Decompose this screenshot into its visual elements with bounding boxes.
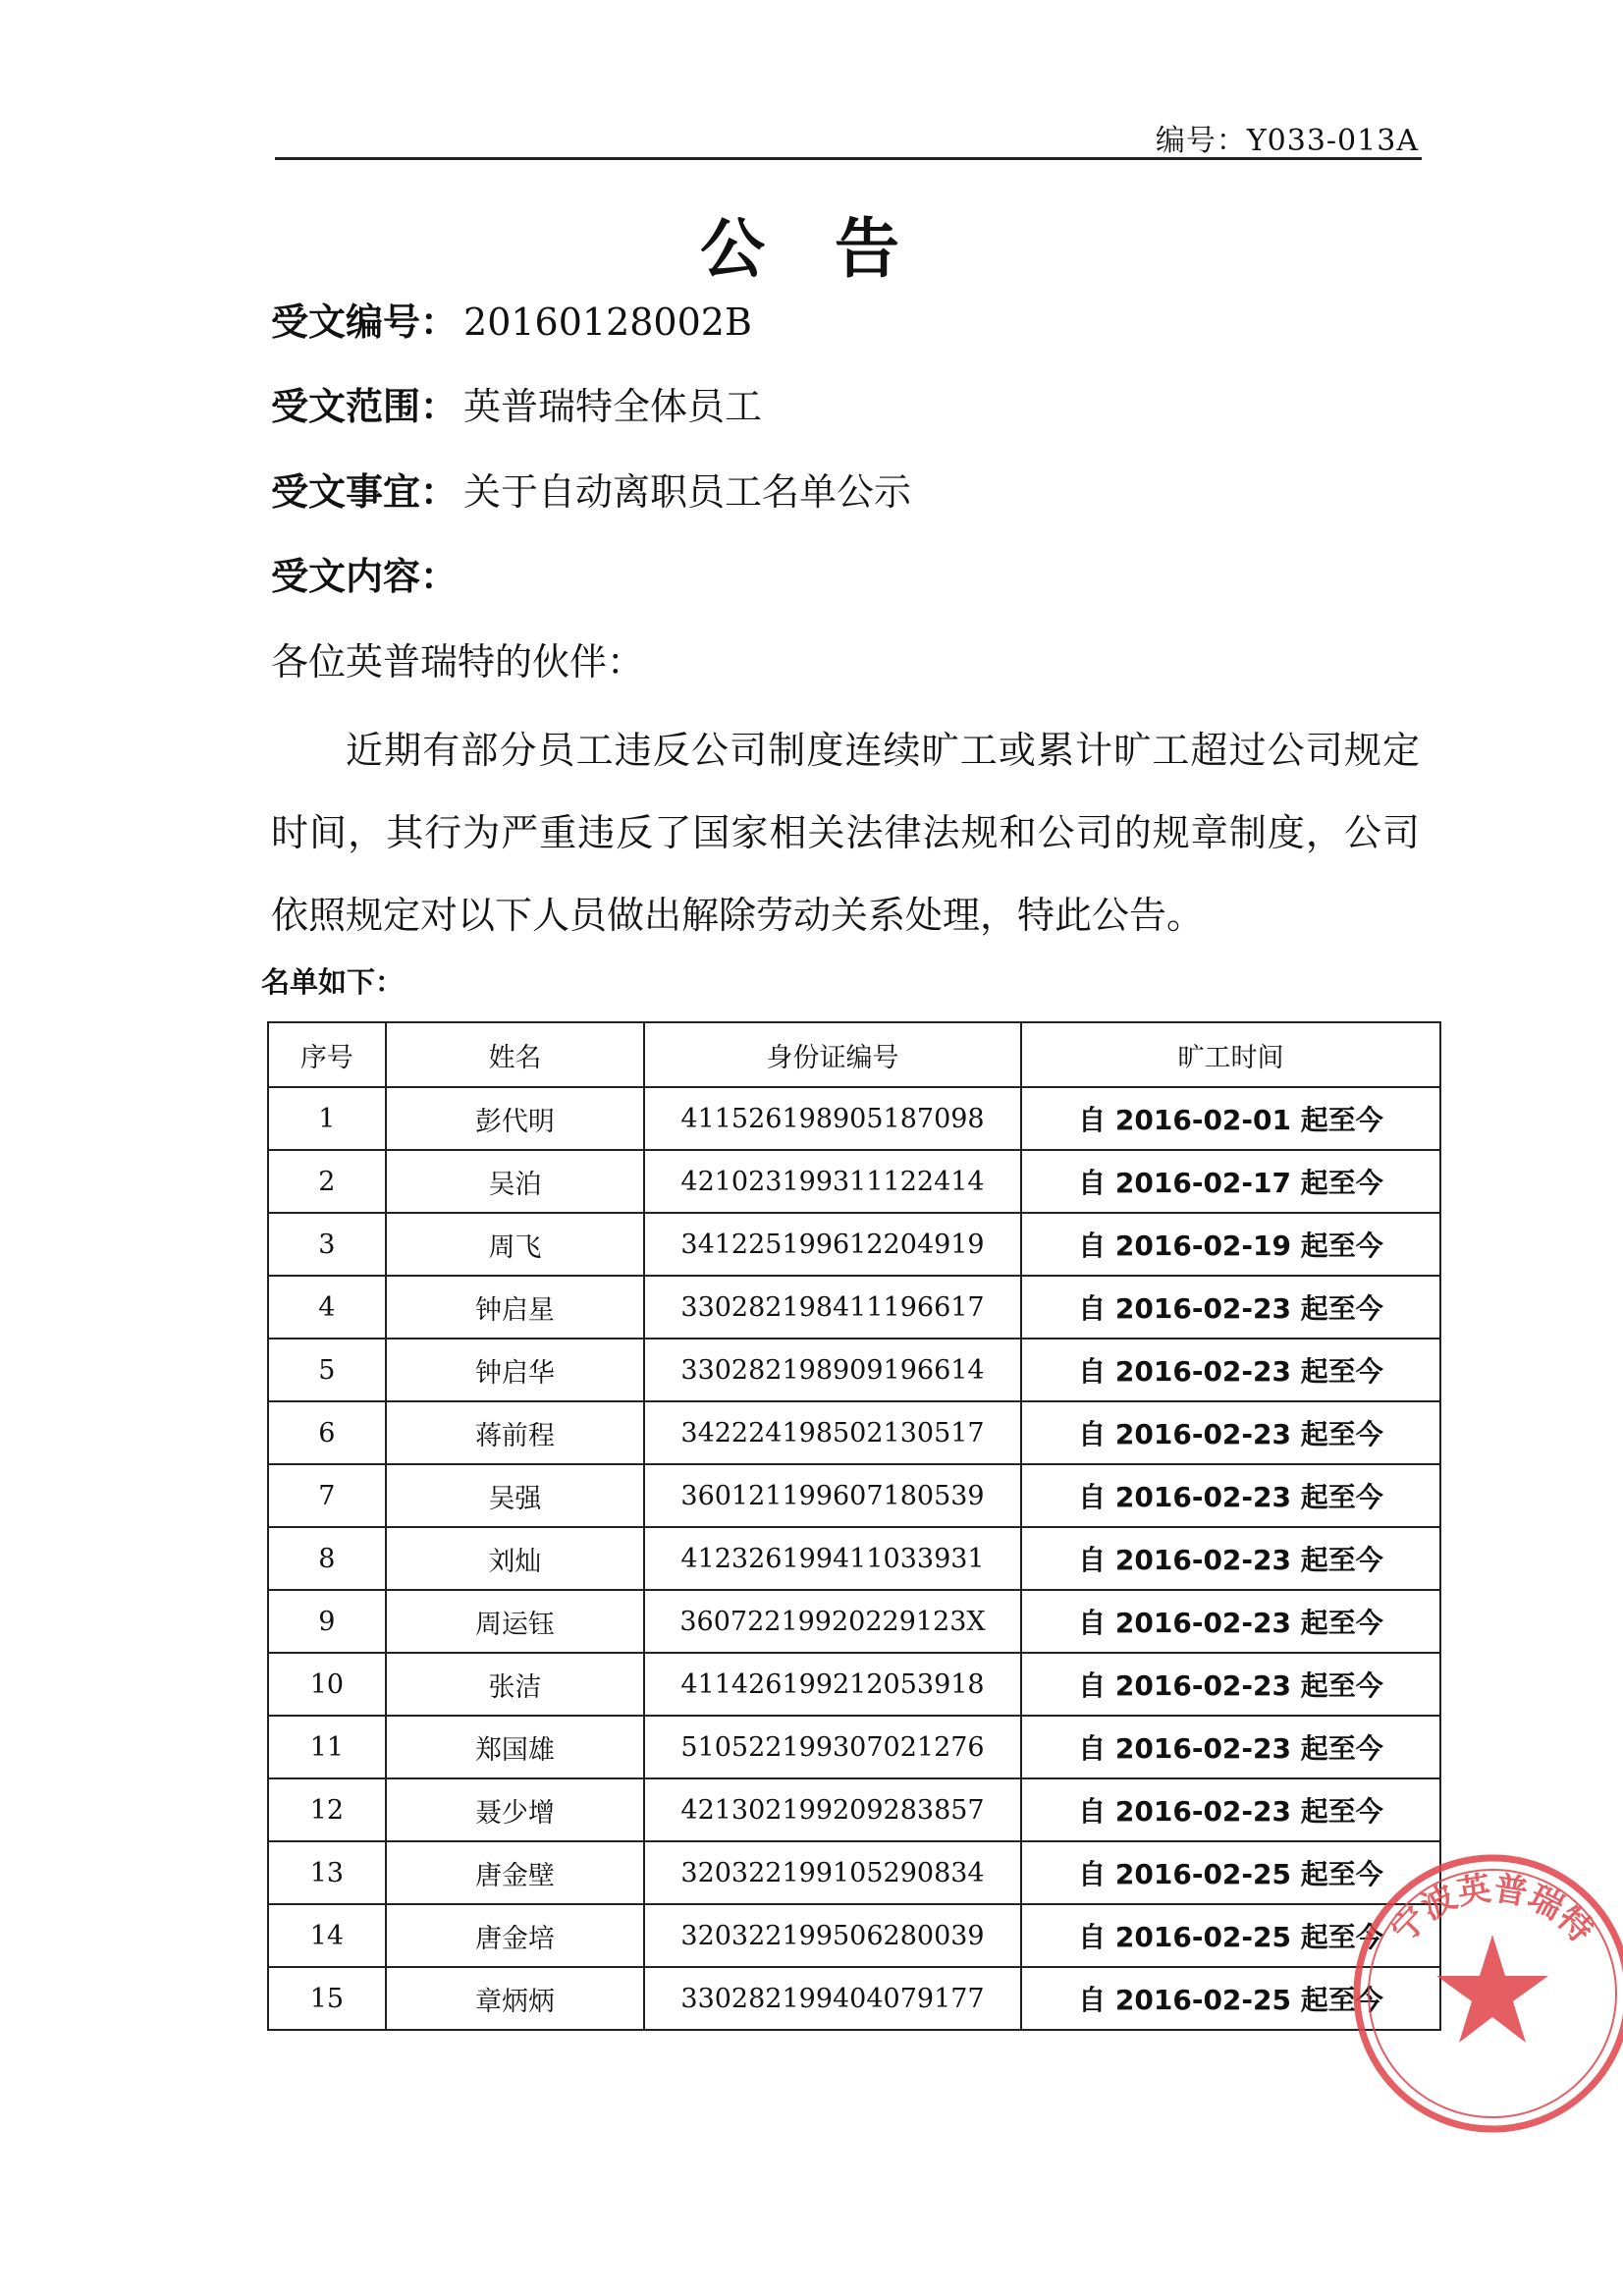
row-index: 5 (268, 1339, 386, 1401)
row-absence-period: 自 2016-02-19 起至今 (1021, 1213, 1440, 1276)
table-row (268, 1904, 1440, 1967)
row-name: 刘灿 (386, 1527, 644, 1590)
row-name: 吴强 (386, 1464, 644, 1527)
row-absence-period: 自 2016-02-23 起至今 (1021, 1716, 1440, 1778)
row-index: 13 (268, 1841, 386, 1904)
field-label: 受文事宜： (271, 470, 459, 514)
row-name: 周运钰 (386, 1590, 644, 1653)
field-doc-number (271, 292, 752, 346)
row-id-number: 320322199105290834 (644, 1841, 1021, 1904)
row-absence-period: 自 2016-02-01 起至今 (1021, 1087, 1440, 1150)
row-name: 蒋前程 (386, 1401, 644, 1464)
list-title: 名单如下： (261, 965, 405, 999)
table-row (268, 1590, 1440, 1653)
row-absence-period: 自 2016-02-23 起至今 (1021, 1590, 1440, 1653)
row-absence-period: 自 2016-02-23 起至今 (1021, 1401, 1440, 1464)
row-id-number: 341225199612204919 (644, 1213, 1021, 1276)
row-absence-period: 自 2016-02-23 起至今 (1021, 1276, 1440, 1339)
row-absence-period: 自 2016-02-23 起至今 (1021, 1653, 1440, 1716)
table-row (268, 1276, 1440, 1339)
row-name: 唐金壁 (386, 1841, 644, 1904)
table-body (268, 1087, 1440, 2030)
field-label: 受文范围： (271, 385, 459, 428)
field-scope (271, 376, 762, 430)
row-name: 彭代明 (386, 1087, 644, 1150)
row-absence-period: 自 2016-02-25 起至今 (1021, 1967, 1440, 2030)
row-absence-period: 自 2016-02-23 起至今 (1021, 1527, 1440, 1590)
field-label: 受文编号： (271, 301, 459, 344)
row-id-number: 510522199307021276 (644, 1716, 1021, 1778)
header-name: 姓名 (386, 1022, 644, 1087)
table-row (268, 1967, 1440, 2030)
row-index: 6 (268, 1401, 386, 1464)
row-absence-period: 自 2016-02-23 起至今 (1021, 1778, 1440, 1841)
row-name: 吴泊 (386, 1150, 644, 1213)
row-name: 章炳炳 (386, 1967, 644, 2030)
document-code: 编号：Y033-013A (1155, 124, 1419, 158)
table-row (268, 1150, 1440, 1213)
table-row (268, 1464, 1440, 1527)
row-index: 7 (268, 1464, 386, 1527)
row-name: 郑国雄 (386, 1716, 644, 1778)
table-row (268, 1527, 1440, 1590)
row-absence-period: 自 2016-02-17 起至今 (1021, 1150, 1440, 1213)
row-index: 15 (268, 1967, 386, 2030)
field-label: 受文内容： (271, 555, 459, 598)
row-index: 4 (268, 1276, 386, 1339)
row-id-number: 320322199506280039 (644, 1904, 1021, 1967)
row-id-number: 330282198411196617 (644, 1276, 1021, 1339)
row-index: 12 (268, 1778, 386, 1841)
header-index: 序号 (268, 1022, 386, 1087)
row-index: 10 (268, 1653, 386, 1716)
field-value: 20160128002B (463, 301, 752, 344)
row-id-number: 421023199311122414 (644, 1150, 1021, 1213)
row-index: 2 (268, 1150, 386, 1213)
row-name: 张洁 (386, 1653, 644, 1716)
row-id-number: 330282199404079177 (644, 1967, 1021, 2030)
table-row (268, 1653, 1440, 1716)
row-id-number: 360121199607180539 (644, 1464, 1021, 1527)
header-absence-period: 旷工时间 (1021, 1022, 1440, 1087)
table-row (268, 1087, 1440, 1150)
dismissal-table (267, 1021, 1441, 2031)
field-content (271, 546, 463, 600)
table-row (268, 1339, 1440, 1401)
row-name: 钟启星 (386, 1276, 644, 1339)
row-id-number: 330282198909196614 (644, 1339, 1021, 1401)
row-index: 3 (268, 1213, 386, 1276)
field-subject (271, 462, 911, 516)
table-row (268, 1213, 1440, 1276)
row-index: 1 (268, 1087, 386, 1150)
row-name: 钟启华 (386, 1339, 644, 1401)
header-id-number: 身份证编号 (644, 1022, 1021, 1087)
row-absence-period: 自 2016-02-25 起至今 (1021, 1841, 1440, 1904)
field-value: 关于自动离职员工名单公示 (463, 470, 912, 514)
row-id-number: 412326199411033931 (644, 1527, 1021, 1590)
row-name: 周飞 (386, 1213, 644, 1276)
row-absence-period: 自 2016-02-23 起至今 (1021, 1464, 1440, 1527)
greeting: 各位英普瑞特的伙伴： (271, 640, 645, 683)
row-id-number: 421302199209283857 (644, 1778, 1021, 1841)
page-title: 公 告 (700, 211, 923, 287)
table-row (268, 1716, 1440, 1778)
company-seal-icon (1345, 1846, 1623, 2141)
table-row (268, 1401, 1440, 1464)
row-name: 聂少增 (386, 1778, 644, 1841)
table-header-row (268, 1022, 1440, 1087)
table-row (268, 1778, 1440, 1841)
row-id-number: 411426199212053918 (644, 1653, 1021, 1716)
row-index: 11 (268, 1716, 386, 1778)
notice-body: 近期有部分员工违反公司制度连续旷工或累计旷工超过公司规定时间，其行为严重违反了国家相关法律法规和公司的规章制度，公司依照规定对以下人员做出解除劳动关系处理，特此公告。 (271, 729, 1420, 937)
row-index: 14 (268, 1904, 386, 1967)
row-absence-period: 自 2016-02-23 起至今 (1021, 1339, 1440, 1401)
row-id-number: 36072219920229123X (644, 1590, 1021, 1653)
table-row (268, 1841, 1440, 1904)
header-divider (275, 157, 1422, 160)
row-name: 唐金培 (386, 1904, 644, 1967)
row-index: 9 (268, 1590, 386, 1653)
row-absence-period: 自 2016-02-25 起至今 (1021, 1904, 1440, 1967)
row-id-number: 411526198905187098 (644, 1087, 1021, 1150)
field-value: 英普瑞特全体员工 (463, 385, 763, 428)
row-id-number: 342224198502130517 (644, 1401, 1021, 1464)
row-index: 8 (268, 1527, 386, 1590)
seal-text: 宁波英普瑞特 (1383, 1869, 1601, 1951)
